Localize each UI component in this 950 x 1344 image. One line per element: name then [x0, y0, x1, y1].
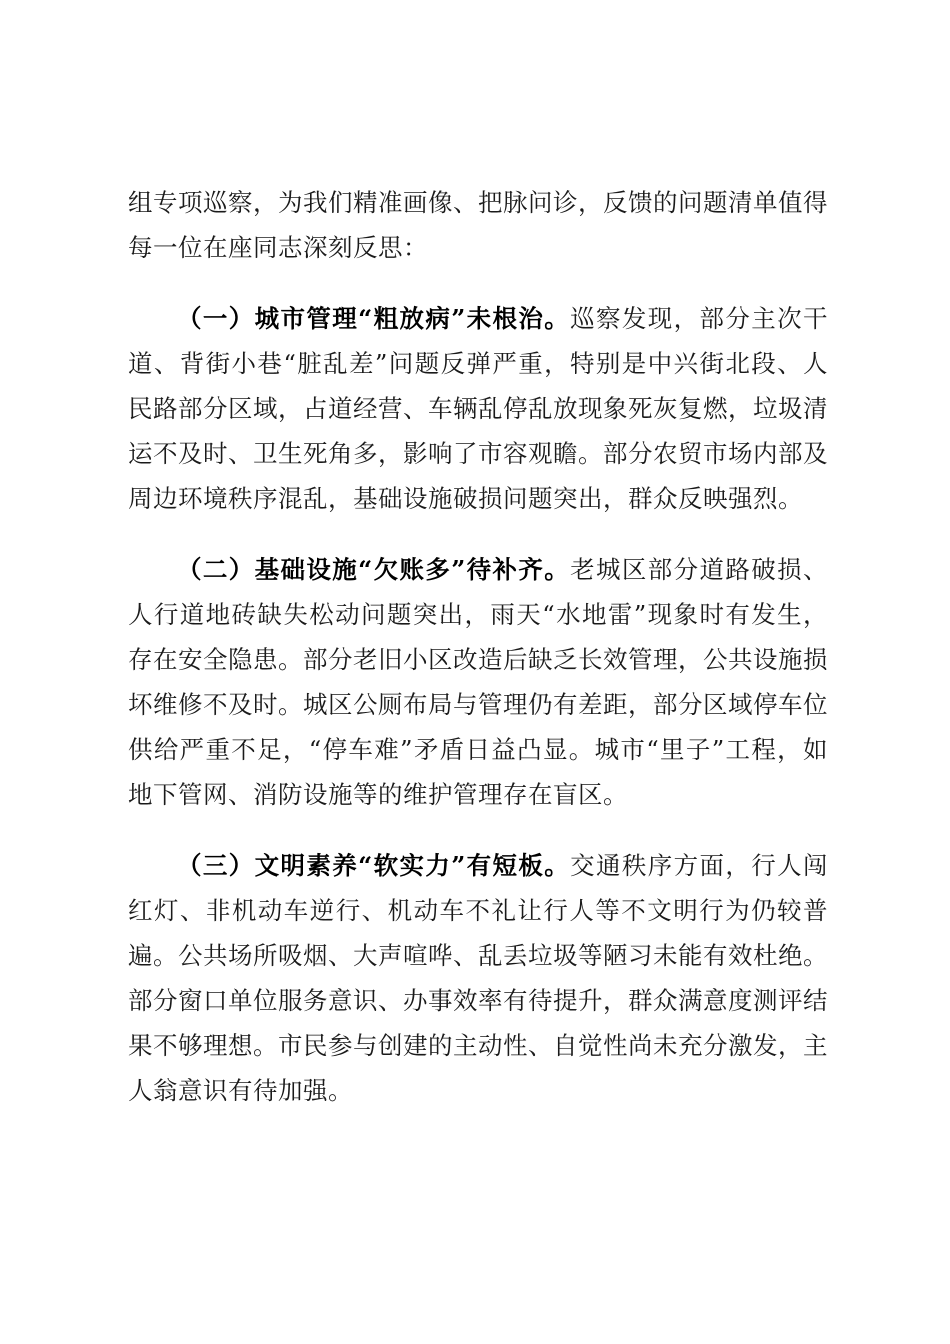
intro-paragraph: 组专项巡察，为我们精准画像、把脉问诊，反馈的问题清单值得每一位在座同志深刻反思： — [128, 188, 828, 262]
section-2-body: 老城区部分道路破损、人行道地砖缺失松动问题突出，雨天“水地雷”现象时有发生，存在安全隐患。部分老旧小区改造后缺乏长效管理，公共设施损坏维修不及时。城区公厕布局与管理仍有差距，部分区域停车位供给严重不足，“停车难”矛盾日益凸显。城市“里子”工程，如地下管网、消防设施等的维护管理存在盲区。 — [128, 555, 829, 809]
section-3-heading: （三）文明素养“软实力”有短板。 — [177, 851, 571, 880]
section-1-body: 巡察发现，部分主次干道、背街小巷“脏乱差”问题反弹严重，特别是中兴街北段、人民路部分区域，占道经营、车辆乱停乱放现象死灰复燃，垃圾清运不及时、卫生死角多，影响了市容观瞻。部分农贸市场内部及周边环境秩序混乱，基础设施破损问题突出，群众反映强烈。 — [128, 304, 829, 513]
section-1-paragraph — [128, 296, 828, 521]
document-body — [128, 180, 828, 1139]
section-1-heading: （一）城市管理“粗放病”未根治。 — [177, 304, 571, 333]
section-3-paragraph — [128, 843, 828, 1113]
section-3-body: 交通秩序方面，行人闯红灯、非机动车逆行、机动车不礼让行人等不文明行为仍较普遍。公共场所吸烟、大声喧哗、乱丢垃圾等陋习未能有效杜绝。部分窗口单位服务意识、办事效率有待提升，群众满意度测评结果不够理想。市民参与创建的主动性、自觉性尚未充分激发，主人翁意识有待加强。 — [128, 851, 829, 1105]
section-2-paragraph — [128, 547, 828, 817]
section-2-heading: （二）基础设施“欠账多”待补齐。 — [177, 555, 571, 584]
